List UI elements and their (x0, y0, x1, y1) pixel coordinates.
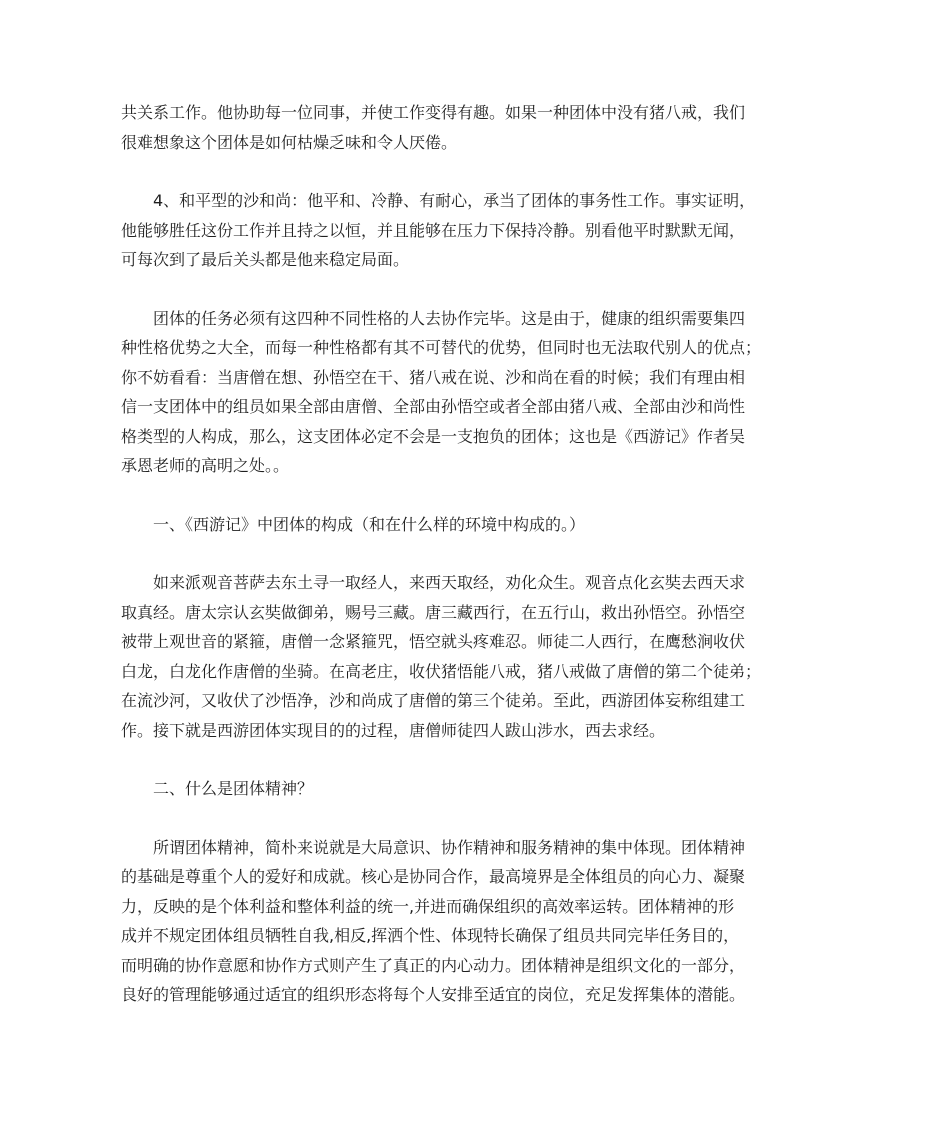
heading-line: 一、《西游记》中团体的构成（和在什么样的环境中构成的。） (153, 514, 586, 534)
text-line: 4、和平型的沙和尚：他平和、冷静、有耐心，承当了团体的事务性工作。事实证明， (153, 191, 756, 210)
paragraph-team-formation (121, 568, 843, 745)
text-line: 承恩老师的高明之处。。 (121, 456, 290, 475)
text-line: 作。接下就是西游团体实现目的的过程，唐僧师徒四人跋山涉水，西去求经。 (121, 720, 666, 740)
text-line: 他能够胜任这份工作并且持之以恒，并且能够在压力下保持冷静。别看他平时默默无闻， (121, 220, 746, 240)
text-line: 如来派观音菩萨去东土寻一取经人，来西天取经，劝化众生。观音点化玄奘去西天求 (153, 573, 746, 592)
text-line: 格类型的人构成，那么，这支团体必定不会是一支抱负的团体；这也是《西游记》作者吴 (121, 426, 746, 446)
heading-line: 二、什么是团体精神？ (153, 779, 314, 798)
text-line: 你不妨看看：当唐僧在想、孙悟空在干、猪八戒在说、沙和尚在看的时候；我们有理由相 (121, 367, 746, 387)
text-line: 可每次到了最后关头都是他来稳定局面。 (121, 250, 410, 269)
text-line: 所谓团体精神，简朴来说就是大局意识、协作精神和服务精神的集中体现。团体精神 (153, 837, 746, 857)
text-line: 信一支团体中的组员如果全部由唐僧、全部由孙悟空或者全部由猪八戒、全部由沙和尚性 (121, 397, 746, 416)
paragraph-four-personalities (121, 304, 843, 481)
text-line: 共关系工作。他协助每一位同事，并使工作变得有趣。如果一种团体中没有猪八戒，我们 (121, 103, 746, 122)
text-line: 很难想象这个团体是如何枯燥乏味和令人厌倦。 (121, 132, 458, 152)
text-line: 白龙，白龙化作唐僧的坐骑。在高老庄，收伏猪悟能八戒，猪八戒做了唐僧的第二个徒弟； (121, 661, 762, 681)
document-body (121, 98, 843, 1039)
section-heading-team-composition (121, 510, 843, 540)
text-line: 而明确的协作意愿和协作方式则产生了真正的内心动力。团体精神是组织文化的一部分， (121, 955, 746, 975)
text-line: 被带上观世音的紧箍，唐僧一念紧箍咒，悟空就头疼难忍。师徒二人西行，在鹰愁涧收伏 (121, 632, 746, 651)
paragraph-shaheshang (121, 186, 843, 275)
paragraph-zhubajie-end (121, 98, 843, 157)
paragraph-team-spirit (121, 833, 843, 1010)
section-heading-team-spirit (121, 774, 843, 804)
text-line: 的基础是尊重个人的爱好和成就。核心是协同合作，最高境界是全体组员的向心力、凝聚 (121, 867, 746, 886)
text-line: 良好的管理能够通过适宜的组织形态将每个人安排至适宜的岗位，充足发挥集体的潜能。 (121, 985, 746, 1004)
text-line: 种性格优势之大全，而每一种性格都有其不可替代的优势，但同时也无法取代别人的优点； (121, 338, 762, 357)
text-line: 在流沙河，又收伏了沙悟净，沙和尚成了唐僧的第三个徒弟。至此，西游团体妄称组建工 (121, 691, 746, 710)
text-line: 成并不规定团体组员牺牲自我,相反,挥洒个性、体现特长确保了组员共同完毕任务目的， (121, 926, 740, 945)
text-line: 团体的任务必须有这四种不同性格的人去协作完毕。这是由于，健康的组织需要集四 (153, 308, 746, 328)
text-line: 取真经。唐太宗认玄奘做御弟，赐号三藏。唐三藏西行，在五行山，救出孙悟空。孙悟空 (121, 602, 746, 622)
text-line: 力，反映的是个体利益和整体利益的统一,并进而确保组织的高效率运转。团体精神的形 (121, 896, 735, 916)
